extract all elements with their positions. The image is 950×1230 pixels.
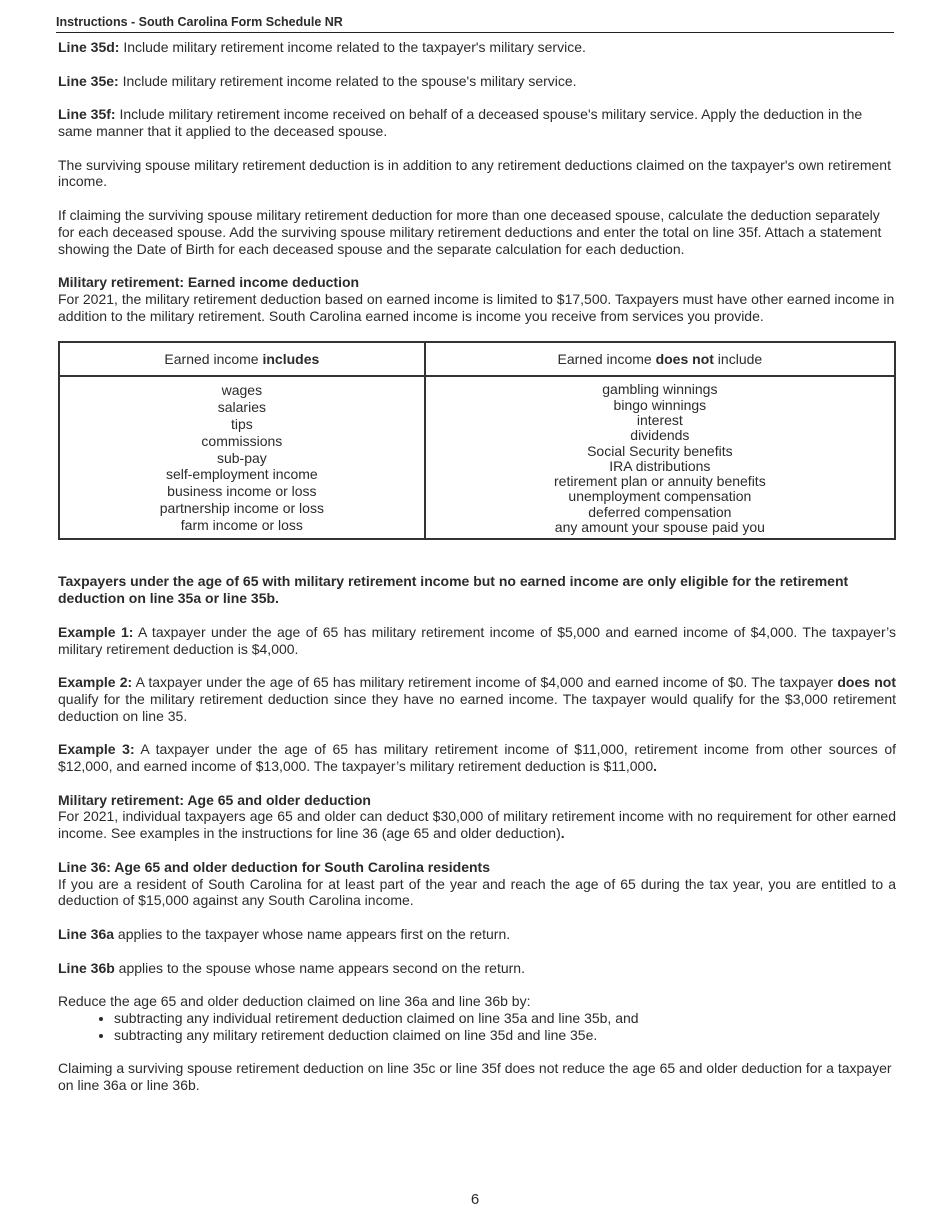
page-number: 6 — [470, 1191, 480, 1208]
list-item: dividends — [630, 427, 690, 444]
line-35f-text: Include military retirement income received on behalf of a deceased spouse's military service. Apply the deduction in the same manner that it applied to the deceased spouse. — [58, 106, 863, 139]
age-65-text: For 2021, individual taxpayers age 65 and older can deduct $30,000 of military retirement income with no requirement for other earned income. See examples in the instructions for line 36 (age 65 and older deduction) — [58, 808, 896, 842]
includes-list — [59, 376, 425, 539]
includes-header-bold: includes — [262, 350, 320, 367]
line-35e-text: Include military retirement income related to the spouse's military service. — [118, 72, 577, 89]
line-35d-label: Line 35d: — [58, 39, 120, 55]
list-item: partnership income or loss — [159, 499, 324, 516]
list-item: salaries — [217, 399, 266, 416]
page-header: Instructions - South Carolina Form Schedule NR — [56, 15, 894, 33]
excludes-header-suffix: include — [713, 350, 763, 367]
bullet-item: • subtracting any military retirement deduction claimed on line 35d and line 35e. — [114, 1027, 896, 1044]
age-65-end: . — [560, 825, 565, 842]
earned-income-paragraph: For 2021, the military retirement deduction based on earned income is limited to $17,500. Taxpayers must have other earned income in addition to the military retirement. South Carolina earned income is income you receive from services you provide. — [58, 290, 895, 324]
example-2-bold: does not — [837, 674, 896, 691]
list-item: commissions — [201, 432, 283, 449]
list-item: self-employment income — [165, 466, 318, 483]
list-item: sub-pay — [216, 449, 267, 466]
line-36b-text: applies to the spouse whose name appears second on the return. — [114, 959, 525, 976]
under-65-note — [58, 573, 896, 607]
line-36b-paragraph — [58, 960, 896, 977]
line-35f-label: Line 35f: — [58, 106, 116, 123]
example-3-text: A taxpayer under the age of 65 has military retirement income of $11,000, retirement income from other sources of $12,000, and earned income of $13,000. The taxpayer’s military retirement deduction is $11,000 — [58, 741, 896, 775]
earned-income-heading-text: Military retirement: Earned income deduction — [58, 274, 360, 291]
earned-income-table — [58, 341, 896, 540]
excludes-list — [425, 376, 895, 539]
list-item: unemployment compensation — [568, 488, 752, 505]
example-1-paragraph — [58, 624, 896, 658]
example-1-text: A taxpayer under the age of 65 has military retirement income of $5,000 and earned income of $4,000. The taxpayer’s military retirement deduction is $4,000. — [58, 623, 896, 657]
line-35d-text: Include military retirement income related to the taxpayer's military service. — [119, 39, 586, 55]
line-35d-paragraph — [58, 39, 896, 56]
line-36a-text: applies to the taxpayer whose name appears first on the return. — [114, 926, 511, 943]
includes-header-prefix: Earned income — [164, 350, 263, 367]
reduce-bullet-list — [58, 1010, 896, 1044]
includes-header — [59, 342, 425, 376]
line-36a-paragraph — [58, 926, 896, 943]
excludes-header-prefix: Earned income — [557, 350, 656, 367]
under-65-note-text: Taxpayers under the age of 65 with military retirement income but no earned income are only eligible for the retirement deduction on line 35a or line 35b. — [58, 573, 849, 607]
example-2-paragraph — [58, 674, 896, 724]
multiple-spouse-paragraph: If claiming the surviving spouse military retirement deduction for more than one deceased spouse, calculate the deduction separately for each deceased spouse. Add the surviving spouse military retirement deductions and enter the total on line 35f. Attach a statement showing the Date of Birth for each deceased spouse and the separate calculation for each deduction. — [58, 206, 882, 257]
line-36b-label: Line 36b — [58, 959, 115, 976]
list-item: any amount your spouse paid you — [554, 519, 765, 536]
surviving-spouse-paragraph: The surviving spouse military retirement deduction is in addition to any retirement deductions claimed on the taxpayer's own retirement income. — [58, 156, 891, 190]
example-3-paragraph — [58, 741, 896, 775]
list-item: gambling winnings — [602, 381, 718, 398]
example-2-text-a: A taxpayer under the age of 65 has military retirement income of $4,000 and earned income of $0. The taxpayer — [132, 674, 838, 691]
list-item: business income or loss — [167, 483, 317, 500]
claiming-paragraph: Claiming a surviving spouse retirement deduction on line 35c or line 35f does not reduce the age 65 and older deduction for a taxpayer on line 36a or line 36b. — [58, 1060, 892, 1094]
excludes-header — [425, 342, 895, 376]
bullet-item: • subtracting any individual retirement deduction claimed on line 35a and line 35b, and — [114, 1010, 896, 1027]
age-65-heading — [58, 792, 896, 809]
age-65-paragraph — [58, 808, 896, 842]
age-65-heading-text: Military retirement: Age 65 and older deduction — [58, 791, 371, 808]
list-item: bingo winnings — [613, 396, 707, 413]
line-35e-paragraph — [58, 73, 896, 90]
list-item: deferred compensation — [588, 503, 732, 520]
line-36-heading-text: Line 36: Age 65 and older deduction for South Carolina residents — [58, 858, 490, 875]
example-3-end: . — [653, 758, 658, 775]
earned-income-heading — [58, 274, 896, 291]
line-35f-paragraph — [58, 106, 896, 140]
line-35e-label: Line 35e: — [58, 72, 119, 89]
list-item: tips — [230, 415, 253, 432]
example-2-label: Example 2: — [58, 674, 133, 691]
list-item: interest — [636, 411, 683, 428]
excludes-header-bold: does not — [655, 350, 714, 367]
list-item: wages — [221, 382, 263, 399]
reduce-intro: Reduce the age 65 and older deduction claimed on line 36a and line 36b by: — [58, 993, 531, 1010]
document-body — [58, 39, 896, 1111]
list-item: IRA distributions — [609, 457, 711, 474]
list-item: retirement plan or annuity benefits — [554, 473, 766, 490]
line-36-heading — [58, 859, 896, 876]
example-3-label: Example 3: — [58, 741, 135, 758]
example-1-label: Example 1: — [58, 623, 134, 640]
line-36-paragraph: If you are a resident of South Carolina for at least part of the year and reach the age of 65 during the tax year, you are entitled to a deduction of $15,000 against any South Carolina income. — [58, 875, 896, 909]
list-item: farm income or loss — [180, 516, 303, 533]
list-item: Social Security benefits — [587, 442, 733, 459]
example-2-text-b: qualify for the military retirement deduction since they have no earned income. The taxpayer would qualify for the $3,000 retirement deduction on line 35. — [58, 690, 896, 724]
line-36a-label: Line 36a — [58, 926, 115, 943]
